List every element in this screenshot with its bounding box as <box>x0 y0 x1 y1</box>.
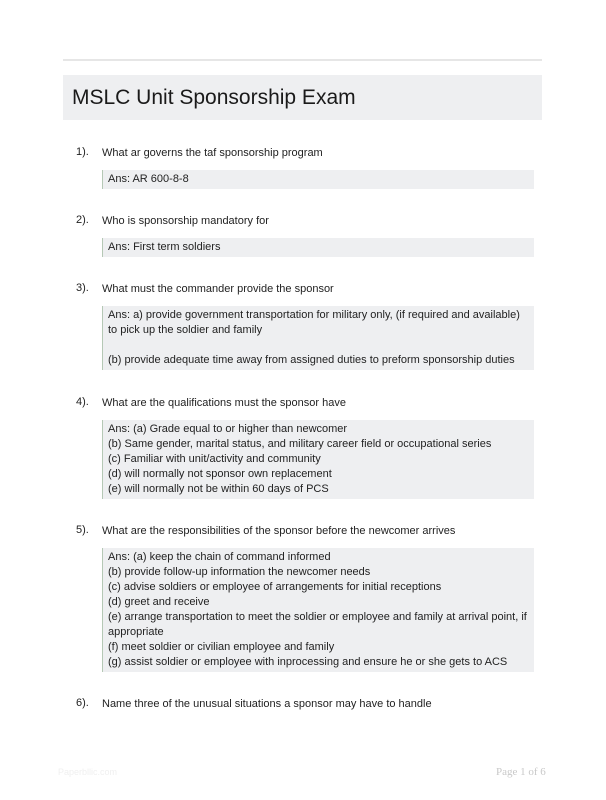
question-number: 2). <box>76 214 89 226</box>
answer-line: (g) assist soldier or employee with inprocessing and ensure he or she gets to ACS <box>108 656 508 668</box>
answer-box <box>102 548 534 672</box>
answer-line: (b) Same gender, marital status, and military career field or occupational series <box>108 438 492 450</box>
answer-line: Ans: a) provide government transportation for military only, (if required and available) to pick up the soldier and family <box>108 309 520 336</box>
answer-line: Ans: (a) Grade equal to or higher than newcomer <box>108 423 348 435</box>
question-number: 3). <box>76 282 89 294</box>
answer-line: (e) will normally not be within 60 days of PCS <box>108 483 329 495</box>
title-banner <box>63 75 542 120</box>
answer-line: (d) will normally not sponsor own replacement <box>108 468 332 480</box>
answer-line: Ans: AR 600-8-8 <box>108 173 189 185</box>
question-number: 1). <box>76 146 89 158</box>
answer-line: (c) Familiar with unit/activity and community <box>108 453 321 465</box>
question-text: What are the qualifications must the sponsor have <box>102 397 346 409</box>
answer-line: (c) advise soldiers or employee of arrangements for initial receptions <box>108 581 442 593</box>
question-number: 6). <box>76 697 89 709</box>
answer-box <box>102 306 534 370</box>
answer-box <box>102 420 534 499</box>
answer-line: (f) meet soldier or civilian employee and family <box>108 641 335 653</box>
question-text: What must the commander provide the sponsor <box>102 283 334 295</box>
question-text: Who is sponsorship mandatory for <box>102 215 269 227</box>
question-text: Name three of the unusual situations a sponsor may have to handle <box>102 698 432 710</box>
question-number: 5). <box>76 524 89 536</box>
answer-line: Ans: First term soldiers <box>108 241 221 253</box>
footer-watermark: Paperbllic.com <box>58 767 118 777</box>
answer-box <box>102 238 534 257</box>
answer-box <box>102 170 534 189</box>
top-rule <box>63 59 542 61</box>
question-text: What ar governs the taf sponsorship program <box>102 147 323 159</box>
answer-line: (b) provide adequate time away from assigned duties to preform sponsorship duties <box>108 354 515 366</box>
page-indicator: Page 1 of 6 <box>496 766 546 778</box>
question-text: What are the responsibilities of the sponsor before the newcomer arrives <box>102 525 456 537</box>
answer-line: (e) arrange transportation to meet the soldier or employee and family at arrival point, if appropriate <box>108 611 527 638</box>
question-number: 4). <box>76 396 89 408</box>
answer-line: (b) provide follow-up information the newcomer needs <box>108 566 371 578</box>
answer-line: (d) greet and receive <box>108 596 210 608</box>
answer-line: Ans: (a) keep the chain of command informed <box>108 551 331 563</box>
page-title: MSLC Unit Sponsorship Exam <box>72 86 356 109</box>
